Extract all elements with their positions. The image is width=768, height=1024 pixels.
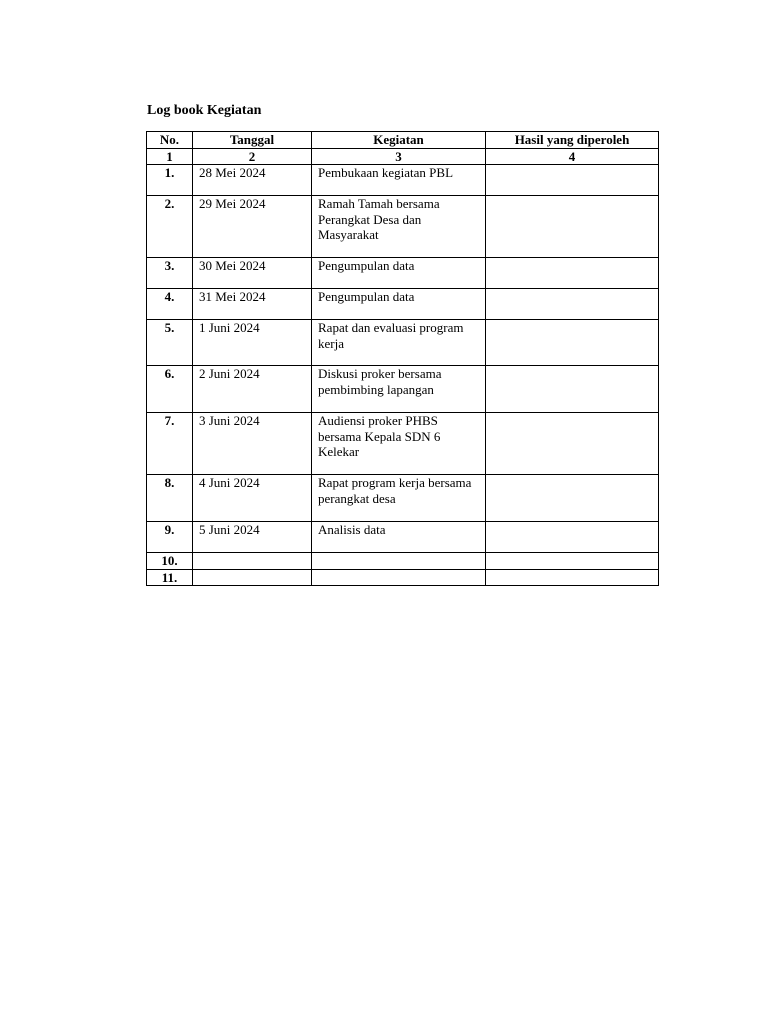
row-result <box>486 553 659 570</box>
table-row <box>147 196 659 258</box>
row-number: 6. <box>147 366 193 413</box>
row-activity: Rapat program kerja bersama perangkat desa <box>312 475 486 522</box>
row-result <box>486 289 659 320</box>
row-result <box>486 569 659 586</box>
row-activity: Audiensi proker PHBS bersama Kepala SDN 6 Kelekar <box>312 413 486 475</box>
column-number-row <box>147 148 659 165</box>
document-title: Log book Kegiatan <box>147 103 262 118</box>
row-number: 8. <box>147 475 193 522</box>
row-activity: Diskusi proker bersama pembimbing lapangan <box>312 366 486 413</box>
row-activity: Rapat dan evaluasi program kerja <box>312 320 486 366</box>
row-date: 28 Mei 2024 <box>193 165 312 196</box>
row-number: 10. <box>147 553 193 570</box>
row-result <box>486 522 659 553</box>
row-number: 7. <box>147 413 193 475</box>
row-number: 3. <box>147 258 193 289</box>
row-date: 2 Juni 2024 <box>193 366 312 413</box>
row-number: 2. <box>147 196 193 258</box>
row-date: 30 Mei 2024 <box>193 258 312 289</box>
header-tanggal: Tanggal <box>193 132 312 149</box>
column-number: 4 <box>486 148 659 165</box>
header-row <box>147 132 659 149</box>
row-date <box>193 569 312 586</box>
row-number: 11. <box>147 569 193 586</box>
row-activity: Analisis data <box>312 522 486 553</box>
row-date: 1 Juni 2024 <box>193 320 312 366</box>
header-hasil: Hasil yang diperoleh <box>486 132 659 149</box>
row-number: 1. <box>147 165 193 196</box>
table-row <box>147 258 659 289</box>
table-row <box>147 320 659 366</box>
row-activity: Ramah Tamah bersama Perangkat Desa dan Masyarakat <box>312 196 486 258</box>
header-no: No. <box>147 132 193 149</box>
row-result <box>486 165 659 196</box>
table-row <box>147 366 659 413</box>
row-result <box>486 196 659 258</box>
table-row <box>147 475 659 522</box>
row-number: 9. <box>147 522 193 553</box>
row-result <box>486 366 659 413</box>
row-number: 4. <box>147 289 193 320</box>
table-row <box>147 165 659 196</box>
row-activity: Pembukaan kegiatan PBL <box>312 165 486 196</box>
row-activity <box>312 553 486 570</box>
logbook-table <box>146 131 659 586</box>
column-number: 3 <box>312 148 486 165</box>
row-activity: Pengumpulan data <box>312 289 486 320</box>
table-row <box>147 289 659 320</box>
row-result <box>486 320 659 366</box>
row-date: 29 Mei 2024 <box>193 196 312 258</box>
row-activity <box>312 569 486 586</box>
column-number: 1 <box>147 148 193 165</box>
row-result <box>486 475 659 522</box>
row-date: 4 Juni 2024 <box>193 475 312 522</box>
row-result <box>486 413 659 475</box>
column-number: 2 <box>193 148 312 165</box>
row-date <box>193 553 312 570</box>
row-date: 5 Juni 2024 <box>193 522 312 553</box>
table-row <box>147 553 659 570</box>
row-result <box>486 258 659 289</box>
row-number: 5. <box>147 320 193 366</box>
header-kegiatan: Kegiatan <box>312 132 486 149</box>
table-row <box>147 522 659 553</box>
table-row <box>147 569 659 586</box>
row-date: 31 Mei 2024 <box>193 289 312 320</box>
table-row <box>147 413 659 475</box>
row-date: 3 Juni 2024 <box>193 413 312 475</box>
row-activity: Pengumpulan data <box>312 258 486 289</box>
